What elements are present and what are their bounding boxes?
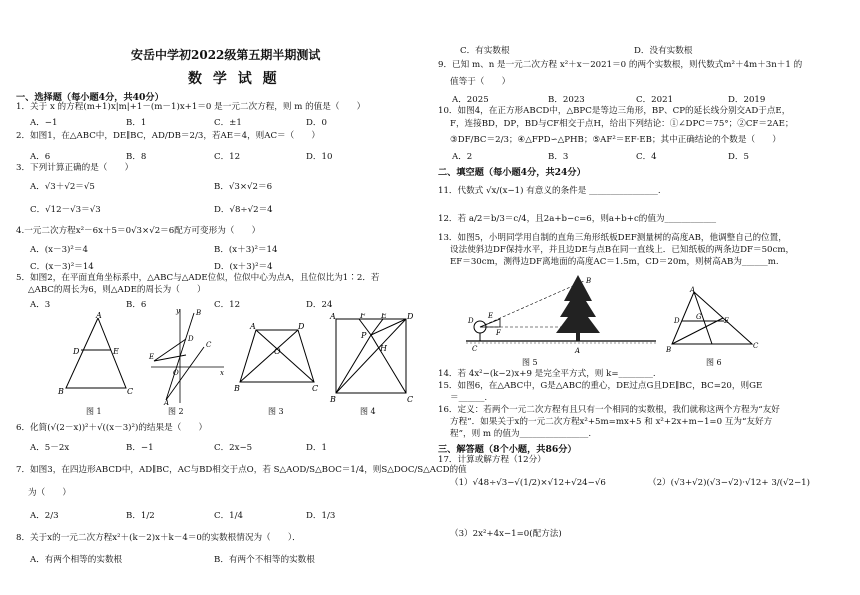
- q6-option-a: A．5－2x: [30, 443, 70, 453]
- q12-stem: 12．若 a/2＝b/3＝c/4，且2a+b−c=6，则a+b+c的值为____________: [438, 214, 717, 224]
- svg-text:D: D: [298, 322, 305, 331]
- figure-4-caption: 图 4: [360, 407, 376, 416]
- q10-stem-line1: 10．如图4，在正方形ABCD中，△BPC是等边三角形，BP、CP的延长线分别交AD于点E，: [438, 106, 791, 116]
- q7-option-d: D．1/3: [306, 511, 336, 521]
- q5-option-d: D．24: [306, 300, 333, 310]
- q5-stem-line1: 5．如图2，在平面直角坐标系中，△ABC与△ADE位似，位似中心为点A，且位似比为1∶2．若: [16, 273, 380, 283]
- q4-stem: 4.一元二次方程x²－6x＋5＝0√3×√2＝6配方可变形为（ ）: [16, 226, 261, 236]
- q10-option-c: C．4: [636, 152, 657, 162]
- q10-option-d: D．5: [728, 152, 749, 162]
- q7-stem-line1: 7．如图3，在四边形ABCD中，AD∥BC，AC与BD相交于点O，若 S△AOD/S△BOC＝1/4，则S△DOC/S△ACD的值: [16, 465, 467, 475]
- svg-text:x: x: [220, 369, 224, 377]
- q9-option-b: B．2023: [548, 95, 585, 105]
- q3-stem: 3．下列计算正确的是（ ）: [16, 163, 134, 173]
- q11-stem: 11．代数式 √x/(x−1) 有意义的条件是 ________________.: [438, 186, 661, 196]
- svg-text:D: D: [73, 347, 80, 356]
- figure-6-caption: 图 6: [706, 358, 722, 367]
- svg-text:H: H: [380, 344, 387, 353]
- q1-option-c: C．±1: [214, 118, 242, 128]
- q15-stem-line2: ＝______.: [450, 393, 488, 403]
- svg-text:C: C: [407, 395, 414, 403]
- q3-option-a: A．√3＋√2＝√5: [30, 182, 95, 192]
- svg-text:E: E: [488, 312, 494, 320]
- figure-1-caption: 图 1: [86, 407, 102, 416]
- svg-text:B: B: [330, 395, 336, 403]
- svg-text:y: y: [176, 307, 180, 315]
- q5-stem-line2: △ABC的周长为6，则△ADE的周长为（ ）: [28, 285, 206, 295]
- svg-text:C: C: [312, 384, 319, 393]
- q9-option-d: D．2019: [728, 95, 766, 105]
- q10-stem-line3: ③DF/BC＝2/3；④△FPD∽△PHB；⑤AF²＝EF·EB；其中正确结论的个数是（ ）: [450, 135, 781, 145]
- q2-stem: 2．如图1，在△ABC中，DE∥BC，AD/DB＝2/3，若AE＝4，则AC＝（ ）: [16, 131, 321, 141]
- svg-text:E: E: [381, 313, 387, 320]
- svg-text:A: A: [250, 322, 256, 331]
- svg-text:D: D: [674, 317, 680, 325]
- q14-stem: 14．若 4x²−(k−2)x+9 是完全平方式，则 k=________.: [438, 369, 656, 379]
- svg-text:B: B: [58, 387, 64, 396]
- q5-option-b: B．6: [126, 300, 147, 310]
- q6-option-d: D．1: [306, 443, 327, 453]
- q10-option-a: A．2: [452, 152, 473, 162]
- svg-text:D: D: [407, 313, 414, 321]
- q16-stem-line3: 程”，则 m 的值为________________.: [450, 429, 592, 439]
- q8-stem: 8．关于x的一元二次方程x²＋(k－2)x＋k－4＝0的实数根情况为（ ）．: [16, 533, 301, 543]
- svg-text:P: P: [361, 331, 367, 340]
- q10-stem-line2: F，连接BD，DP，BD与CF相交于点H，给出下列结论：①∠DPC＝75°；②CF＝2AE；: [450, 119, 794, 129]
- q4-option-c: C．(x－3)²＝14: [30, 262, 94, 272]
- svg-text:E: E: [724, 317, 730, 325]
- svg-text:A: A: [330, 313, 336, 321]
- q17-part2: （2）(√3+√2)(√3−√2)·√12+ 3/(√2−1): [648, 478, 810, 488]
- svg-text:E: E: [149, 353, 155, 361]
- q2-option-a: A．6: [30, 152, 51, 162]
- svg-text:O: O: [173, 369, 179, 377]
- q1-option-b: B．1: [126, 118, 147, 128]
- svg-text:F: F: [360, 313, 366, 320]
- svg-text:C: C: [472, 345, 478, 353]
- q13-stem-line1: 13．如图5，小明同学用自制的直角三角形纸板DEF测量树的高度AB，他调整自己的位置，: [438, 233, 787, 243]
- section-3-heading: 三、解答题（8个小题，共86分）: [438, 444, 577, 455]
- svg-text:B: B: [234, 384, 240, 393]
- svg-text:A: A: [164, 399, 170, 405]
- q9-stem-line2: 值等于（ ）: [450, 77, 511, 87]
- q13-stem-line3: EF＝30cm，测得边DF离地面的高度AC＝1.5m，CD＝20m，则树高AB为______m.: [450, 257, 779, 267]
- svg-text:D: D: [188, 335, 194, 343]
- svg-text:C: C: [753, 342, 759, 350]
- figure-2-coordinate-similar: [146, 305, 226, 405]
- q9-option-c: C．2021: [636, 95, 674, 105]
- svg-text:B: B: [196, 309, 202, 317]
- q1-option-d: D．0: [306, 118, 327, 128]
- svg-text:G: G: [696, 313, 702, 321]
- q8-option-d: D．没有实数根: [634, 46, 693, 56]
- q17-part3: （3）2x²+4x−1=0(配方法): [450, 529, 562, 539]
- q5-option-a: A．3: [30, 300, 51, 310]
- q17-stem: 17．计算或解方程（12分）: [438, 455, 546, 465]
- svg-text:A: A: [96, 312, 102, 320]
- q17-part1: （1）√48÷√3−√(1/2)×√12+√24−√6: [450, 478, 606, 488]
- figure-6-triangle-centroid: [666, 286, 766, 356]
- section-2-heading: 二、填空题（每小题4分，共24分）: [438, 167, 586, 178]
- figure-1-triangle: [56, 312, 136, 400]
- q7-option-c: C．1/4: [214, 511, 243, 521]
- q1-stem: 1．关于 x 的方程(m+1)x|m|+1－(m－1)x+1＝0 是一元二次方程，则 m 的值是（ ）: [16, 102, 366, 112]
- q16-stem-line1: 16．定义：若两个一元二次方程有且只有一个相同的实数根，我们就称这两个方程为“友好: [438, 405, 780, 415]
- q6-option-c: C．2x−5: [214, 443, 253, 453]
- q10-option-b: B．3: [548, 152, 569, 162]
- exam-title: 安岳中学初2022级第五期半期测试: [131, 48, 321, 62]
- q13-stem-line2: 设法使斜边DF保持水平，并且边DE与点B在同一直线上．已知纸板的两条边DF＝50cm，: [450, 245, 795, 255]
- svg-text:A: A: [575, 347, 581, 355]
- q2-option-c: C．12: [214, 152, 241, 162]
- svg-text:B: B: [586, 277, 592, 285]
- q2-option-d: D．10: [306, 152, 333, 162]
- q5-option-c: C．12: [214, 300, 241, 310]
- q6-stem: 6．化简(√(2－x))²＋√((x－3)²)的结果是（ ）: [16, 423, 208, 433]
- figure-5-tree-measure: [466, 271, 656, 355]
- figure-4-square: [328, 313, 414, 403]
- q3-option-b: B．√3×√2＝6: [214, 182, 273, 192]
- svg-text:B: B: [666, 346, 672, 354]
- svg-text:O: O: [274, 347, 281, 356]
- q8-option-b: B．有两个不相等的实数根: [214, 555, 315, 565]
- q4-option-a: A．(x－3)²＝4: [30, 245, 88, 255]
- svg-text:A: A: [690, 286, 696, 294]
- exam-subtitle: 数 学 试 题: [188, 71, 280, 87]
- svg-text:D: D: [468, 317, 474, 325]
- q4-option-b: B．(x＋3)²＝14: [214, 245, 278, 255]
- svg-text:E: E: [113, 347, 119, 356]
- figure-2-caption: 图 2: [168, 407, 184, 416]
- q3-option-d: D．√8÷√2＝4: [214, 205, 273, 215]
- q3-option-c: C．√12－√3＝√3: [30, 205, 101, 215]
- svg-text:C: C: [127, 387, 134, 396]
- q15-stem-line1: 15．如图6，在△ABC中，G是△ABC的重心，DE过点G且DE∥BC，BC=20，则GE: [438, 381, 763, 391]
- svg-text:F: F: [496, 329, 501, 337]
- figure-5-caption: 图 5: [522, 358, 538, 367]
- q7-option-b: B．1/2: [126, 511, 155, 521]
- figure-3-trapezoid: [234, 320, 320, 398]
- q7-option-a: A．2/3: [30, 511, 59, 521]
- q2-option-b: B．8: [126, 152, 147, 162]
- q8-option-a: A．有两个相等的实数根: [30, 555, 123, 565]
- svg-text:C: C: [206, 341, 212, 349]
- section-1-heading: 一、选择题（每小题4分，共40分）: [16, 92, 164, 103]
- q9-stem-line1: 9．已知 m、n 是一元二次方程 x²＋x－2021＝0 的两个实数根，则代数式m²＋4m＋3n＋1 的: [438, 60, 803, 70]
- q16-stem-line2: 方程”．如果关于x的一元二次方程x²+5m=mx+5 和 x²+2x+m−1=0 互为“友好方: [450, 417, 773, 427]
- q1-option-a: A．−1: [30, 118, 58, 128]
- q9-option-a: A．2025: [452, 95, 489, 105]
- q8-option-c: C．有实数根: [460, 46, 510, 56]
- q6-option-b: B．−1: [126, 443, 154, 453]
- figure-3-caption: 图 3: [268, 407, 284, 416]
- q4-option-d: D．(x＋3)²＝4: [214, 262, 273, 272]
- q7-stem-line2: 为（ ）: [28, 488, 71, 498]
